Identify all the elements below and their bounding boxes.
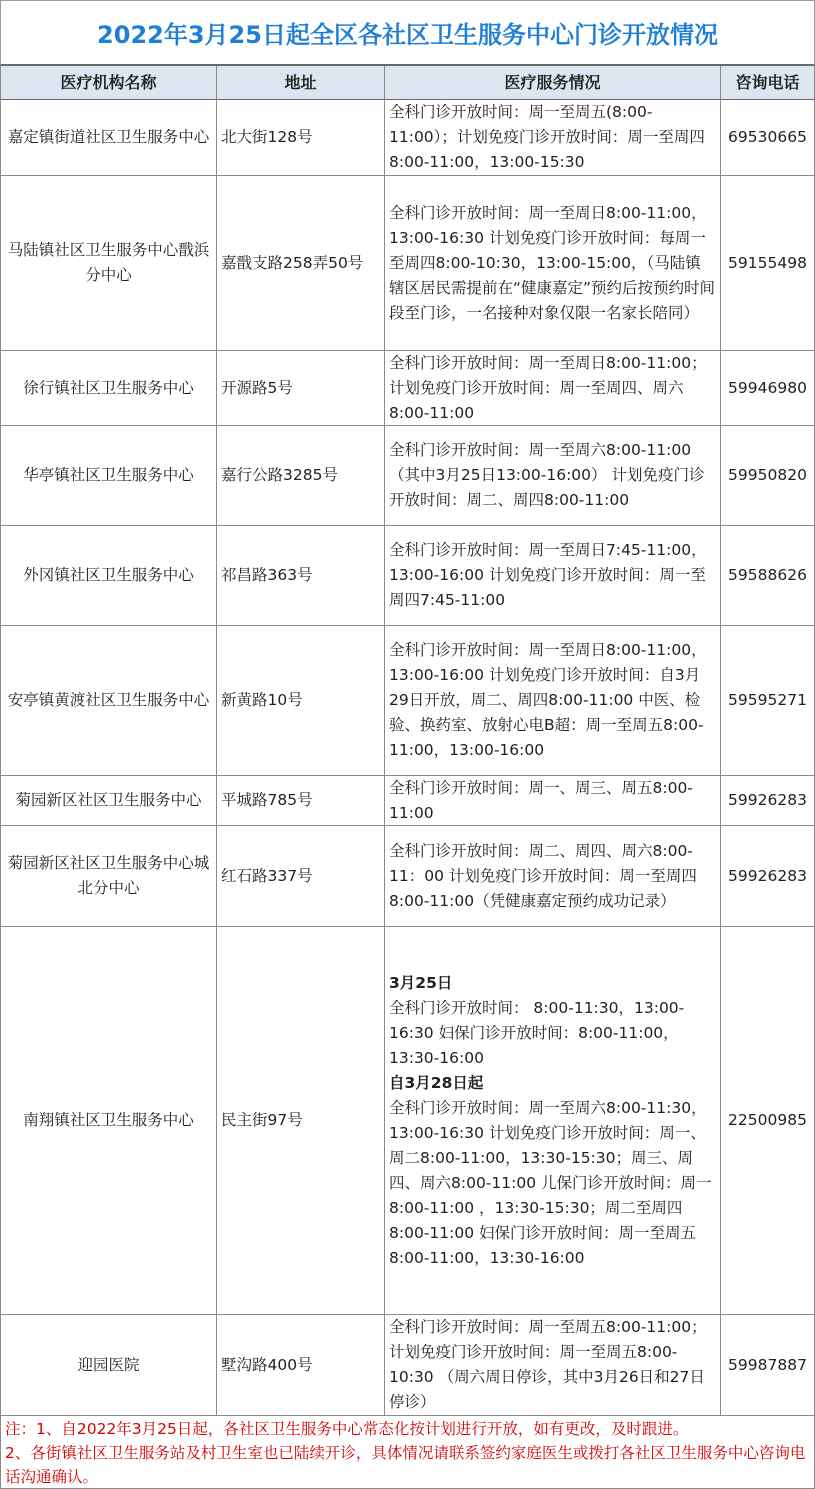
table-row-address: 民主街97号: [217, 927, 385, 1315]
table-row-name: 嘉定镇街道社区卫生服务中心: [0, 100, 217, 176]
service-text: 全科门诊开放时间：周一、周三、周五8:00-11:00: [389, 778, 693, 822]
table-row-address: 平城路785号: [217, 776, 385, 826]
table-row-name: 菊园新区社区卫生服务中心城北分中心: [0, 826, 217, 927]
footnote: [0, 1416, 815, 1489]
service-text: 全科门诊开放时间：周一至周六8:00-11:30，13:00-16:30 计划免疫门诊开放时间：周一、周二8:00-11:00，13:30-15:30；周三、周四、周六8:00-11:00 儿保门诊开放时间：周一8:00-11:00 ，13:30-15:30；周二至周四8:00-11:00 妇保门诊开放时间：周一至周五8:00-11:00，13:30-16:00: [389, 1098, 712, 1267]
table-row-address: 嘉行公路3285号: [217, 426, 385, 526]
table-row-address: 新黄路10号: [217, 626, 385, 776]
service-text: 全科门诊开放时间：周一至周五8:00-11:00；计划免疫门诊开放时间：周一至周五8:00-10:30 （周六周日停诊，其中3月26日和27日停诊）: [389, 1318, 707, 1411]
table-row-service: [385, 776, 721, 826]
header-phone: 咨询电话: [721, 66, 815, 100]
table-row-name: 外冈镇社区卫生服务中心: [0, 526, 217, 626]
service-text: 全科门诊开放时间： 8:00-11:30，13:00-16:30 妇保门诊开放时间：8:00-11:00，13:30-16:00: [389, 998, 685, 1067]
service-text: 全科门诊开放时间：周一至周日8:00-11:00；计划免疫门诊开放时间：周一至周四、周六8:00-11:00: [389, 353, 707, 422]
table-row-service: [385, 426, 721, 526]
table-row-phone: 59595271: [721, 626, 815, 776]
table-row-address: 嘉戬支路258弄50号: [217, 176, 385, 351]
service-text: 全科门诊开放时间：周一至周日8:00-11:00，13:00-16:30 计划免疫门诊开放时间：每周一至周四8:00-10:30，13:00-15:00，（马陆镇辖区居民需提前在“健康嘉定”预约后按预约时间段至门诊，一名接种对象仅限一名家长陪同）: [389, 203, 716, 322]
table-row-name: 华亭镇社区卫生服务中心: [0, 426, 217, 526]
page-title: 2022年3月25日起全区各社区卫生服务中心门诊开放情况: [0, 0, 815, 66]
table-row-phone: 59950820: [721, 426, 815, 526]
table-row-phone: 69530665: [721, 100, 815, 176]
service-text: 全科门诊开放时间：周一至周五(8:00-11:00）；计划免疫门诊开放时间：周一至周四8:00-11:00，13:00-15:30: [389, 103, 705, 171]
table-row-service: [385, 1315, 721, 1416]
table-row-phone: 59987887: [721, 1315, 815, 1416]
service-text: 全科门诊开放时间：周一至周日8:00-11:00，13:00-16:00 计划免疫门诊开放时间：自3月29日开放，周二、周四8:00-11:00 中医、检验、换药室、放射心电B超：周一至周五8:00-11:00，13:00-16:00: [389, 641, 707, 759]
table-row-address: 红石路337号: [217, 826, 385, 927]
table-row-address: 祁昌路363号: [217, 526, 385, 626]
table-row-phone: 59926283: [721, 776, 815, 826]
table-row-service: [385, 927, 721, 1315]
table-row-address: 开源路5号: [217, 351, 385, 426]
service-text: 全科门诊开放时间：周一至周六8:00-11:00（其中3月25日13:00-16:00） 计划免疫门诊开放时间：周二、周四8:00-11:00: [389, 441, 705, 509]
table-row-service: [385, 176, 721, 351]
table-row-phone: 59926283: [721, 826, 815, 927]
service-text: 全科门诊开放时间：周二、周四、周六8:00-11：00 计划免疫门诊开放时间：周一至周四8:00-11:00（凭健康嘉定预约成功记录）: [389, 841, 697, 910]
header-service: 医疗服务情况: [385, 66, 721, 100]
table-row-name: 南翔镇社区卫生服务中心: [0, 927, 217, 1315]
table-row-name: 徐行镇社区卫生服务中心: [0, 351, 217, 426]
table-row-name: 马陆镇社区卫生服务中心戬浜分中心: [0, 176, 217, 351]
service-text: 全科门诊开放时间：周一至周日7:45-11:00，13:00-16:00 计划免疫门诊开放时间：周一至周四7:45-11:00: [389, 541, 707, 609]
table-row-address: 北大街128号: [217, 100, 385, 176]
header-name: 医疗机构名称: [0, 66, 217, 100]
table-row-phone: 22500985: [721, 927, 815, 1315]
table-row-service: [385, 351, 721, 426]
table-row-address: 墅沟路400号: [217, 1315, 385, 1416]
table-row-phone: 59946980: [721, 351, 815, 426]
table-row-name: 菊园新区社区卫生服务中心: [0, 776, 217, 826]
table-row-service: [385, 526, 721, 626]
table-row-phone: 59588626: [721, 526, 815, 626]
table-row-name: 迎园医院: [0, 1315, 217, 1416]
footnote-line-1: 注：1、自2022年3月25日起，各社区卫生服务中心常态化按计划进行开放，如有更改，及时跟进。: [5, 1420, 689, 1438]
table-row-service: [385, 826, 721, 927]
table-row-phone: 59155498: [721, 176, 815, 351]
service-heading: 自3月28日起: [389, 1073, 484, 1092]
table-row-service: [385, 100, 721, 176]
footnote-line-2: 2、各街镇社区卫生服务站及村卫生室也已陆续开诊，具体情况请联系签约家庭医生或拨打各社区卫生服务中心咨询电话沟通确认。: [5, 1444, 806, 1486]
table-row-service: [385, 626, 721, 776]
table-row-name: 安亭镇黄渡社区卫生服务中心: [0, 626, 217, 776]
header-address: 地址: [217, 66, 385, 100]
service-heading: 3月25日: [389, 973, 453, 992]
